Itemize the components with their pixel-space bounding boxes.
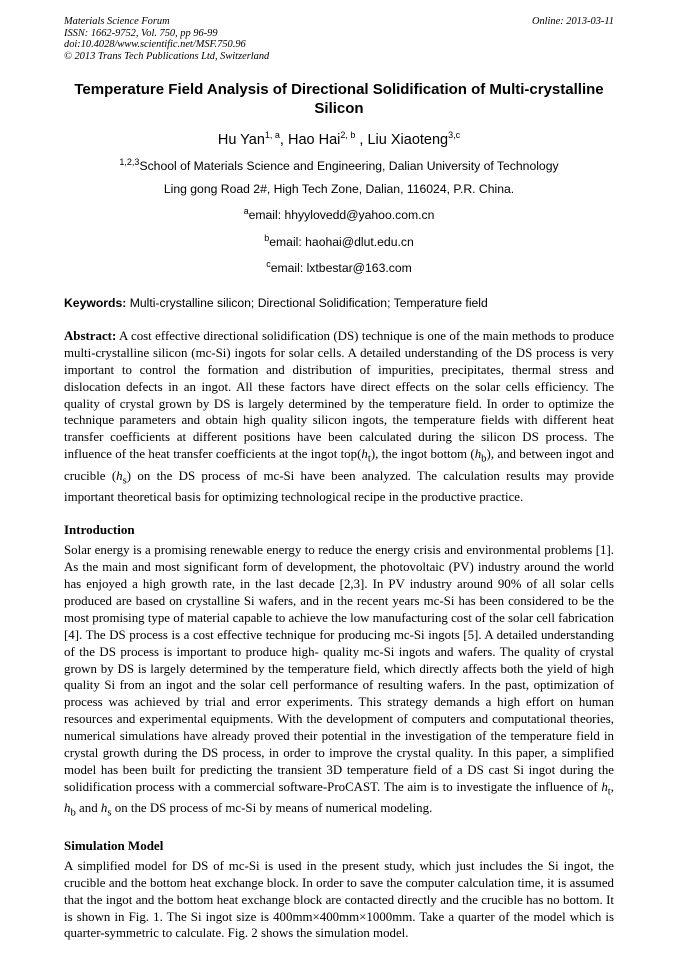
section-heading-introduction: Introduction <box>64 522 135 538</box>
author-name: Liu Xiaoteng <box>367 132 449 149</box>
symbol-subscript: s <box>122 474 127 487</box>
author-affiliation-mark: 1, a <box>264 130 280 141</box>
abstract-text: ), the ingot bottom ( <box>370 447 475 462</box>
abstract-text: A cost effective directional solidification (DS) technique is one of the main methods to produce multi-crystalline silicon (mc-Si) ingots for solar cells. A detailed understanding of the DS process is very important to control the formation and distribution of impurities, precipitates, thermal stress and dislocation defects in an ingot. All these factors have direct effects on the solar cells efficiency. The quality of crystal grown by DS is largely determined by the temperature field. In order to optimize the technique parameters and obtain high quality silicon ingots, the temperature fields with different heat transfer coefficients at different positions have been calculated during the silicon DS process. The influence of the heat transfer coefficients at the ingot top( <box>64 328 614 462</box>
author-affiliation-mark: 3,c <box>448 130 461 141</box>
symbol-subscript: b <box>481 452 487 465</box>
online-date: Online: 2013-03-11 <box>531 16 614 27</box>
author-list <box>64 126 614 149</box>
email-line-a <box>64 200 614 227</box>
email-mark: c <box>266 259 271 270</box>
paper-title: Temperature Field Analysis of Directional Solidification of Multi-crystalline Silicon <box>74 81 604 118</box>
introduction-paragraph <box>64 542 614 822</box>
affiliation-line <box>64 151 614 178</box>
email-text: email: lxtbestar@163.com <box>270 261 412 276</box>
email-line-c <box>64 253 614 280</box>
email-line-b <box>64 227 614 254</box>
email-text: email: hhyylovedd@yahoo.com.cn <box>248 208 435 223</box>
author-affiliation-mark: 2, b <box>340 130 356 141</box>
author-separator: , <box>355 132 368 149</box>
abstract-text: ) on the DS process of mc-Si have been analyzed. The calculation results may provide important theoretical basis for optimizing technological recipe in the productive practice. <box>64 468 614 505</box>
affiliation-address: Ling gong Road 2#, High Tech Zone, Dalian, 116024, P.R. China. <box>163 181 515 196</box>
abstract <box>64 328 614 506</box>
affiliation-block <box>64 151 614 280</box>
journal-copyright: © 2013 Trans Tech Publications Ltd, Switzerland <box>64 50 270 62</box>
symbol-subscript: b <box>70 806 76 819</box>
journal-issn: ISSN: 1662-9752, Vol. 750, pp 96-99 <box>64 27 218 39</box>
simulation-paragraph: A simplified model for DS of mc-Si is used in the present study, which just includes the Si ingot, the crucible and the bottom heat exchange block. In order to save the computer calculation time, it is assumed that the ingot and the bottom heat exchange block are contacted directly and the crucible has no bottom. It is shown in Fig. 1. The Si ingot size is 400mm×400mm×1000mm. Take a quarter of the model which is quarter-symmetric to calculate. Fig. 2 shows the simulation model. <box>64 858 614 941</box>
journal-header <box>64 0 614 62</box>
email-text: email: haohai@dlut.edu.cn <box>269 234 414 249</box>
symbol-h: h <box>100 801 108 816</box>
email-mark: a <box>243 206 249 217</box>
author-name: Hu Yan <box>217 132 265 149</box>
affiliation-mark: 1,2,3 <box>119 157 140 168</box>
body-text: on the DS process of mc-Si by means of numerical modeling. <box>111 801 433 816</box>
section-heading-simulation-model: Simulation Model <box>64 837 164 853</box>
symbol-h: h <box>361 447 368 462</box>
abstract-label: Abstract: <box>64 328 117 343</box>
symbol-h: h <box>474 447 482 462</box>
abstract-text: ), and between ingot and crucible ( <box>64 447 614 483</box>
journal-doi: doi:10.4028/www.scientific.net/MSF.750.96 <box>64 39 246 51</box>
symbol-h: h <box>601 779 608 794</box>
keywords <box>64 296 614 311</box>
body-text: Solar energy is a promising renewable energy to reduce the energy crisis and environmental problems [1]. As the main and most significant form of development, the photovoltaic (PV) industry around the world has enjoyed a high growth rate, in the last decade [2,3]. In PV industry around 90% of all solar cells produced are based on crystalline Si wafers, and in the recent years mc-Si has been considered to be the most promising type of material capable to achieve the low manufacturing cost of the solar cell fabrication [4]. The DS process is a cost effective technique for producing mc-Si ingots [5]. A detailed understanding of the DS process is important to produce high- quality mc-Si ingots and wafers. The quality of crystal grown by DS is largely determined by the temperature field, which directly affects both the yield of high quality Si from an ingot and the solar cell performance of resulting wafers. In the past, optimization of process was achieved by trial and error experiments. This strategy demands a high effort on human resources and experimental equipments. With the development of computers and computational theories, numerical simulations have already proved their potential in the investigation of the temperature field in crystal growth during the DS process, in order to improve the crystal quality. In this paper, a simplified model has been built for predicting the transient 3D temperature field of a DS cast Si ingot during the solidification process with a commercial software-ProCAST. The aim is to investigate the influence of <box>64 543 614 794</box>
symbol-subscript: t <box>367 452 371 465</box>
body-text: , <box>610 779 614 794</box>
symbol-subscript: t <box>607 785 611 798</box>
symbol-h: h <box>64 801 71 816</box>
journal-name: Materials Science Forum <box>64 16 170 27</box>
symbol-h: h <box>116 468 123 483</box>
keywords-label: Keywords: <box>64 295 127 310</box>
keywords-text: Multi-crystalline silicon; Directional Solidification; Temperature field <box>126 295 488 310</box>
symbol-subscript: s <box>107 806 112 819</box>
affiliation-institution: School of Materials Science and Engineering, Dalian University of Technology <box>139 159 559 174</box>
author-name: Hao Hai <box>287 132 341 149</box>
body-text: and <box>75 801 101 816</box>
email-mark: b <box>264 232 270 243</box>
author-separator: , <box>279 132 288 149</box>
